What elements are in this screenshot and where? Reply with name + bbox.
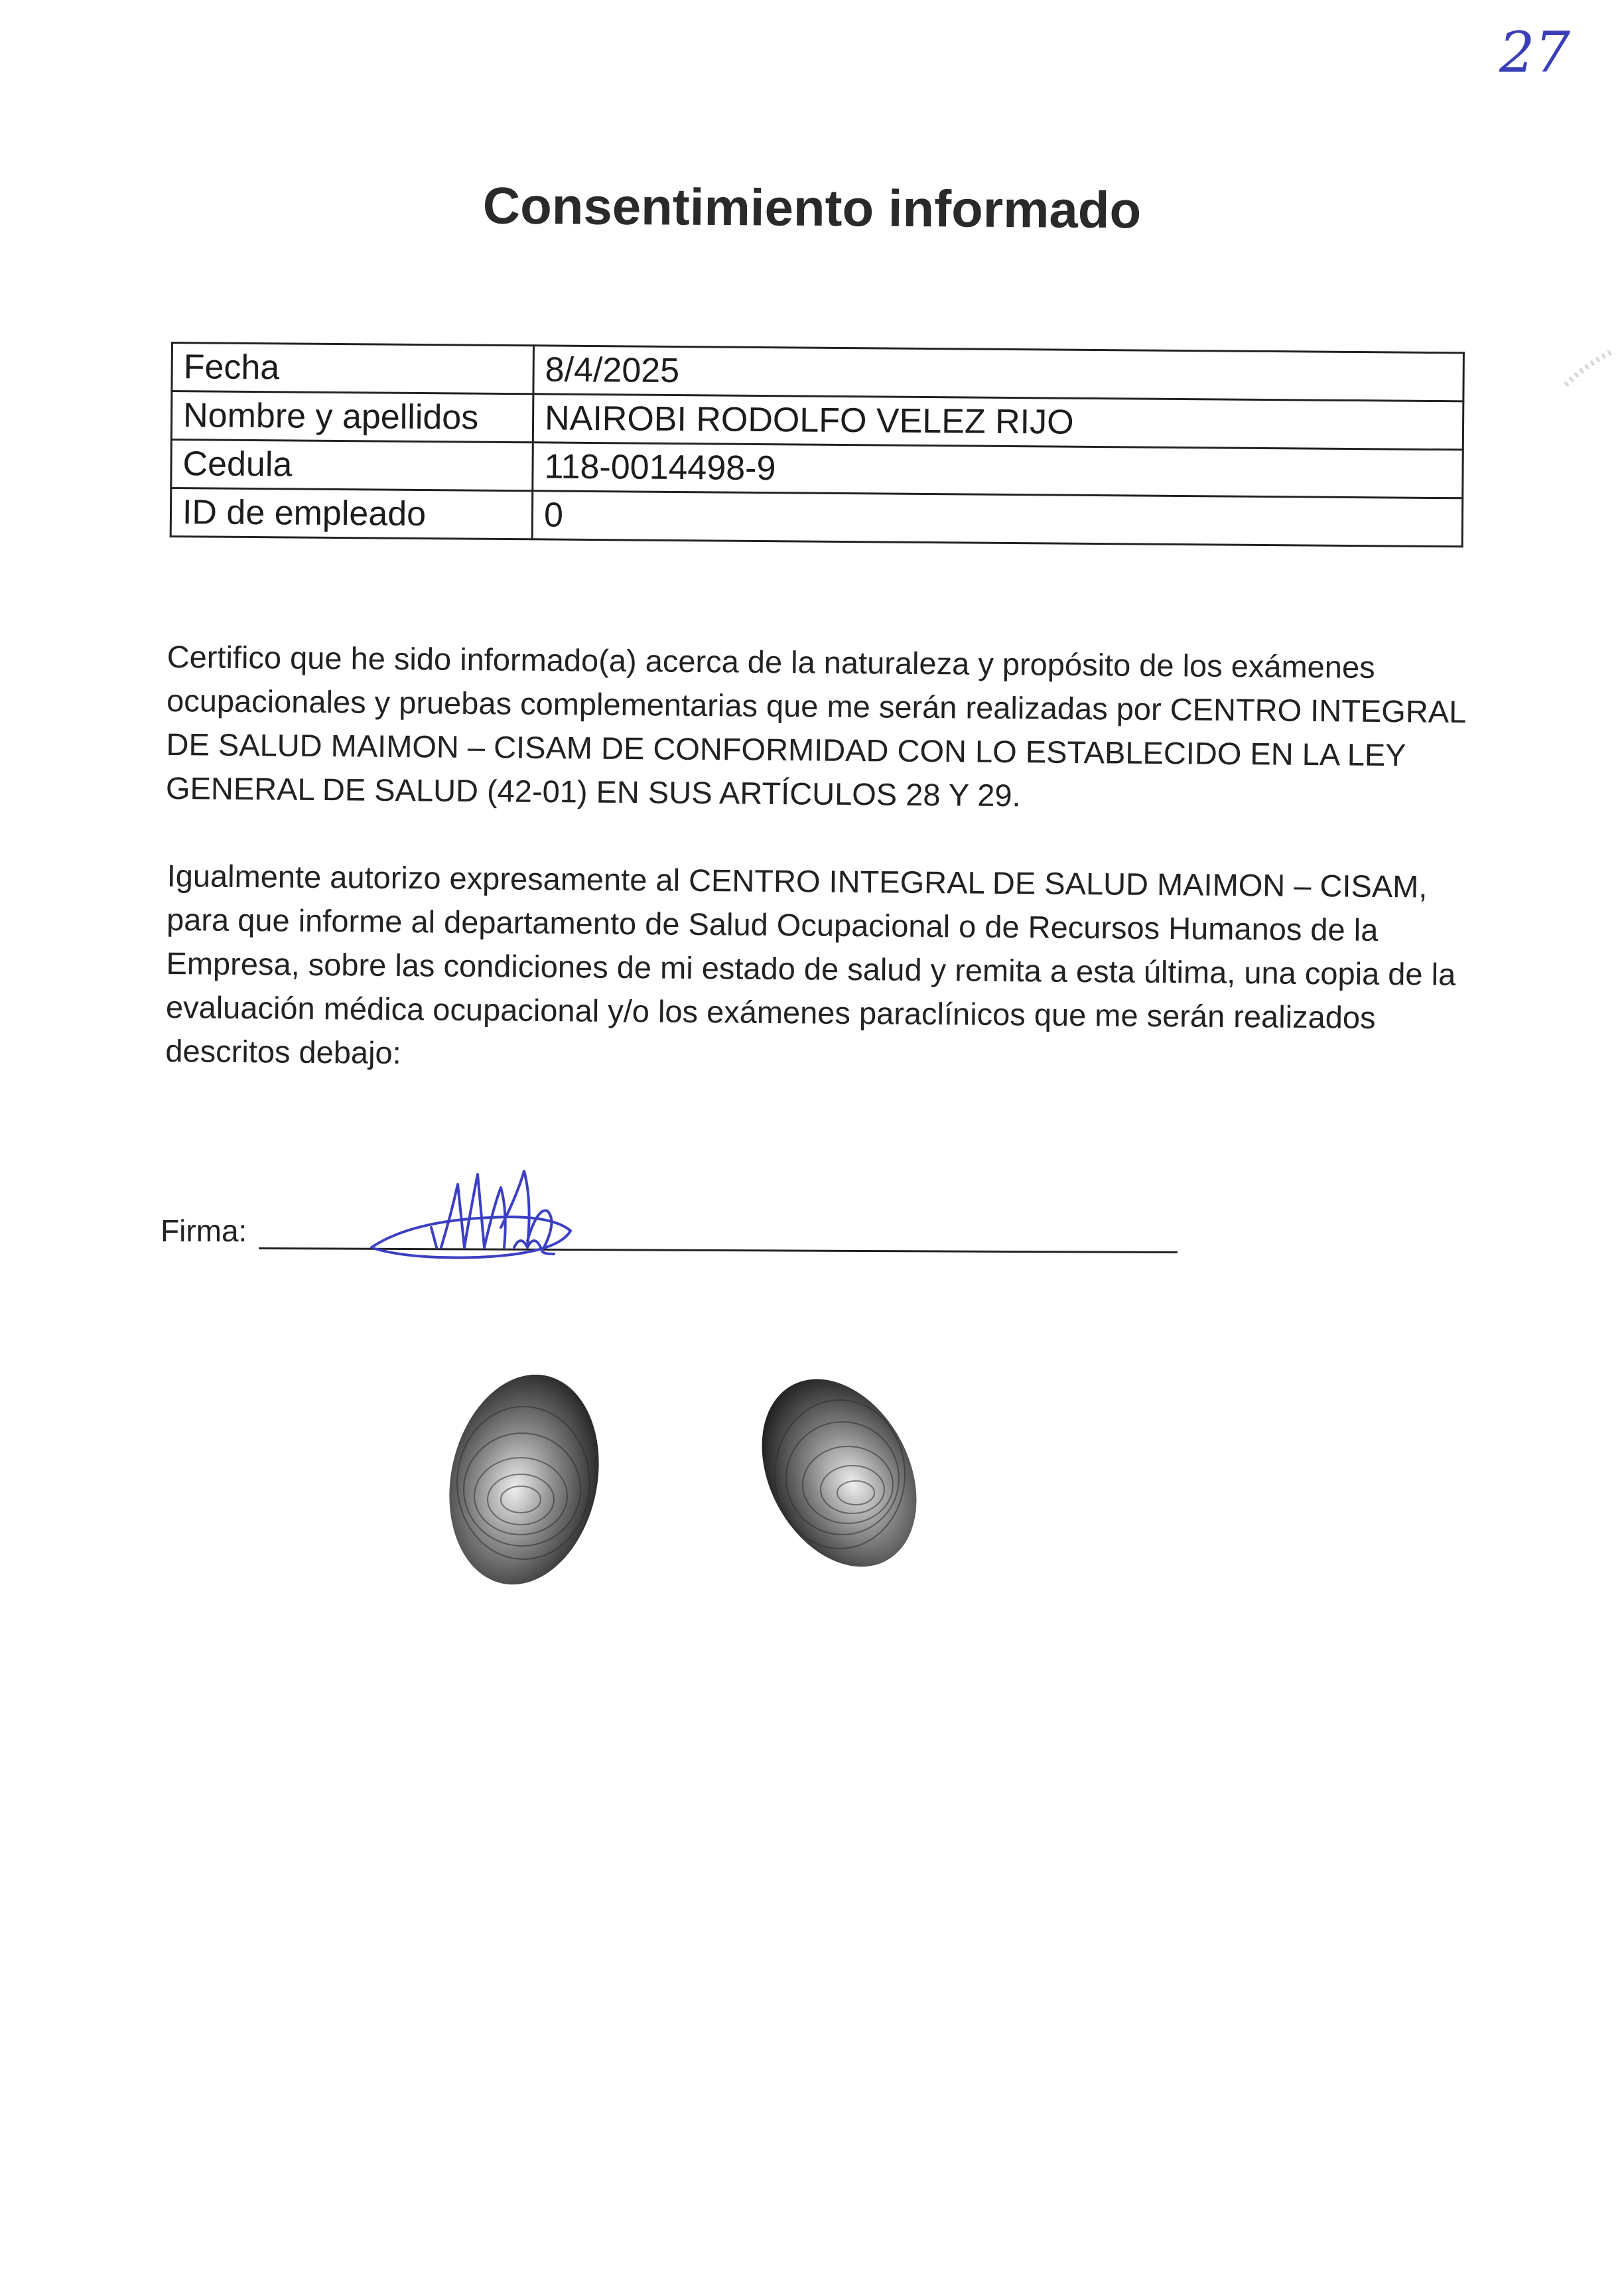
fingerprint-left	[441, 1367, 607, 1592]
info-table	[170, 342, 1465, 547]
consent-paragraph-2: Igualmente autorizo expresamente al CENTRO INTEGRAL DE SALUD MAIMON – CISAM, para que informe al departamento de Salud Ocupacional o de Recursos Humanos de la Empresa, sobre las condiciones de mi estado de salud y remita a esta última, una copia de la evaluación médica ocupacional y/o los exámenes paraclínicos que me serán realizados descritos debajo:	[165, 857, 1456, 1071]
label-fecha: Fecha	[172, 343, 534, 394]
label-cedula: Cedula	[171, 440, 533, 491]
value-cedula: 118-0014498-9	[533, 443, 1463, 498]
label-nombre: Nombre y apellidos	[171, 391, 533, 443]
table-row-id-empleado	[170, 488, 1463, 547]
document-title: Consentimiento informado	[482, 176, 1142, 240]
value-fecha: 8/4/2025	[533, 346, 1464, 401]
value-id-empleado: 0	[532, 491, 1463, 547]
page-number: 27	[1499, 20, 1570, 85]
handwritten-signature	[358, 1148, 597, 1274]
scan-smudge-mark	[1559, 345, 1619, 398]
consent-paragraph-1: Certifico que he sido informado(a) acerca de la naturaleza y propósito de los exámenes ocupacionales y pruebas complementarias que me serán realizadas por CENTRO INTEGRAL DE SALUD MAIMON – CISAM DE CONFORMIDAD CON LO ESTABLECIDO EN LA LEY GENERAL DE SALUD (42-01) EN SUS ARTÍCULOS 28 Y 29.	[165, 638, 1465, 813]
fingerprint-right	[750, 1367, 929, 1579]
signature-label: Firma:	[161, 1214, 247, 1248]
value-nombre: NAIROBI RODOLFO VELEZ RIJO	[533, 394, 1463, 450]
label-id-empleado: ID de empleado	[170, 488, 533, 539]
